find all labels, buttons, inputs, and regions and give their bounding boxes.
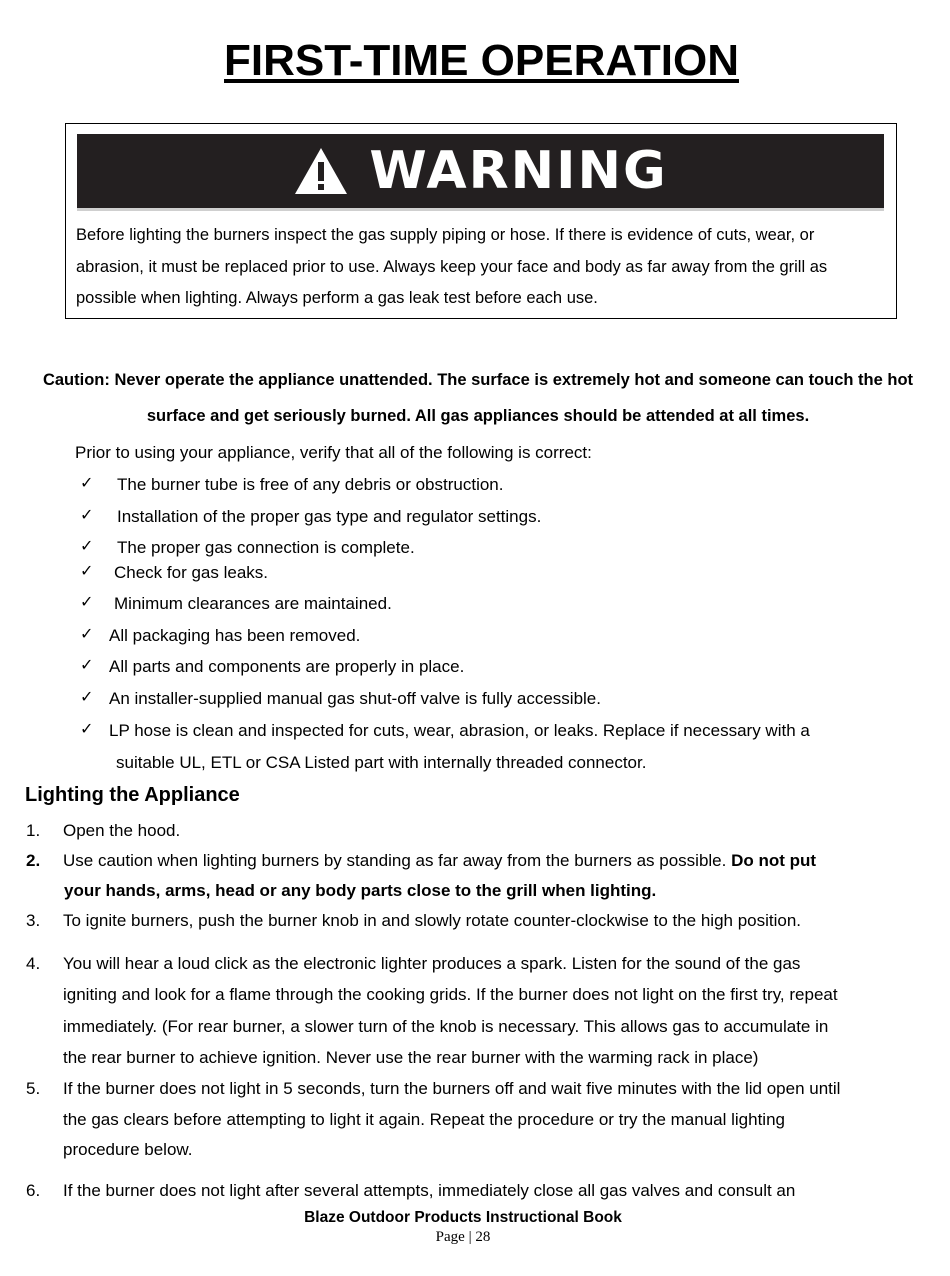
warning-banner — [77, 134, 884, 211]
check-mark-icon: ✓ — [80, 507, 94, 524]
check-mark-icon: ✓ — [80, 626, 94, 643]
warning-text — [76, 220, 886, 315]
step-text-bold: your hands, arms, head or any body parts close to the grill when lighting. — [64, 881, 657, 900]
caution-notice — [0, 362, 950, 434]
footer-page-number: Page | 28 — [435, 1229, 491, 1245]
checklist-item: The proper gas connection is complete. — [117, 538, 415, 557]
check-mark-icon: ✓ — [80, 594, 94, 611]
step-number: 6. — [26, 1181, 41, 1200]
check-mark-icon: ✓ — [80, 721, 94, 738]
step-number: 2. — [26, 851, 41, 870]
checklist-item: An installer-supplied manual gas shut-off valve is fully accessible. — [109, 689, 601, 708]
check-mark-icon: ✓ — [80, 563, 94, 580]
step-text: If the burner does not light after several attempts, immediately close all gas valves and consult an — [63, 1181, 796, 1200]
step-text: the gas clears before attempting to light it again. Repeat the procedure or try the manual lighting — [63, 1110, 785, 1129]
step-number: 4. — [26, 954, 41, 973]
warning-box — [65, 123, 897, 319]
step-text-bold: Do not put — [731, 851, 817, 870]
step-text: You will hear a loud click as the electronic lighter produces a spark. Listen for the sound of the gas — [63, 954, 801, 973]
section-heading: Lighting the Appliance — [25, 784, 240, 806]
warning-line: Before lighting the burners inspect the gas supply piping or hose. If there is evidence of cuts, wear, or — [76, 226, 815, 244]
step-number: 1. — [26, 821, 41, 840]
checklist-item: Installation of the proper gas type and regulator settings. — [117, 507, 542, 526]
check-mark-icon: ✓ — [80, 657, 94, 674]
warning-word: WARNING — [369, 141, 668, 201]
footer-book-title: Blaze Outdoor Products Instructional Book — [304, 1209, 622, 1226]
step-text-regular: Use caution when lighting burners by standing as far away from the burners as possible. — [63, 851, 732, 870]
checklist-item-continuation: suitable UL, ETL or CSA Listed part with internally threaded connector. — [116, 753, 647, 772]
check-mark-icon: ✓ — [80, 689, 94, 706]
caution-line: surface and get seriously burned. All gas appliances should be attended at all times. — [146, 407, 810, 425]
step-number: 3. — [26, 911, 41, 930]
check-mark-icon: ✓ — [80, 538, 94, 555]
step-number: 5. — [26, 1079, 41, 1098]
checklist-intro: Prior to using your appliance, verify that all of the following is correct: — [75, 443, 592, 462]
check-mark-icon: ✓ — [80, 475, 94, 492]
step-text: immediately. (For rear burner, a slower turn of the knob is necessary. This allows gas to accumulate in — [63, 1017, 829, 1036]
step-text: the rear burner to achieve ignition. Never use the rear burner with the warming rack in place) — [63, 1048, 759, 1067]
step-text: igniting and look for a flame through the cooking grids. If the burner does not light on the first try, repeat — [63, 985, 838, 1004]
page-title: FIRST-TIME OPERATION — [224, 36, 739, 85]
checklist-item: LP hose is clean and inspected for cuts, wear, abrasion, or leaks. Replace if necessary with a — [109, 721, 810, 740]
step-text: If the burner does not light in 5 seconds, turn the burners off and wait five minutes with the lid open until — [63, 1079, 841, 1098]
checklist-item: Check for gas leaks. — [114, 563, 269, 582]
caution-line: Caution: Never operate the appliance unattended. The surface is extremely hot and someone can touch the hot — [42, 371, 914, 389]
checklist-item: All packaging has been removed. — [109, 626, 361, 645]
step-text: Open the hood. — [63, 821, 181, 840]
warning-triangle-icon — [293, 146, 349, 196]
step-text — [63, 851, 816, 871]
step-text: procedure below. — [63, 1140, 193, 1159]
checklist-item: The burner tube is free of any debris or obstruction. — [117, 475, 504, 494]
warning-line: possible when lighting. Always perform a gas leak test before each use. — [76, 289, 598, 307]
checklist-item: Minimum clearances are maintained. — [114, 594, 392, 613]
checklist-item: All parts and components are properly in place. — [109, 657, 465, 676]
warning-line: abrasion, it must be replaced prior to use. Always keep your face and body as far away from the grill as — [76, 257, 828, 276]
step-text: To ignite burners, push the burner knob in and slowly rotate counter-clockwise to the high position. — [63, 911, 802, 930]
